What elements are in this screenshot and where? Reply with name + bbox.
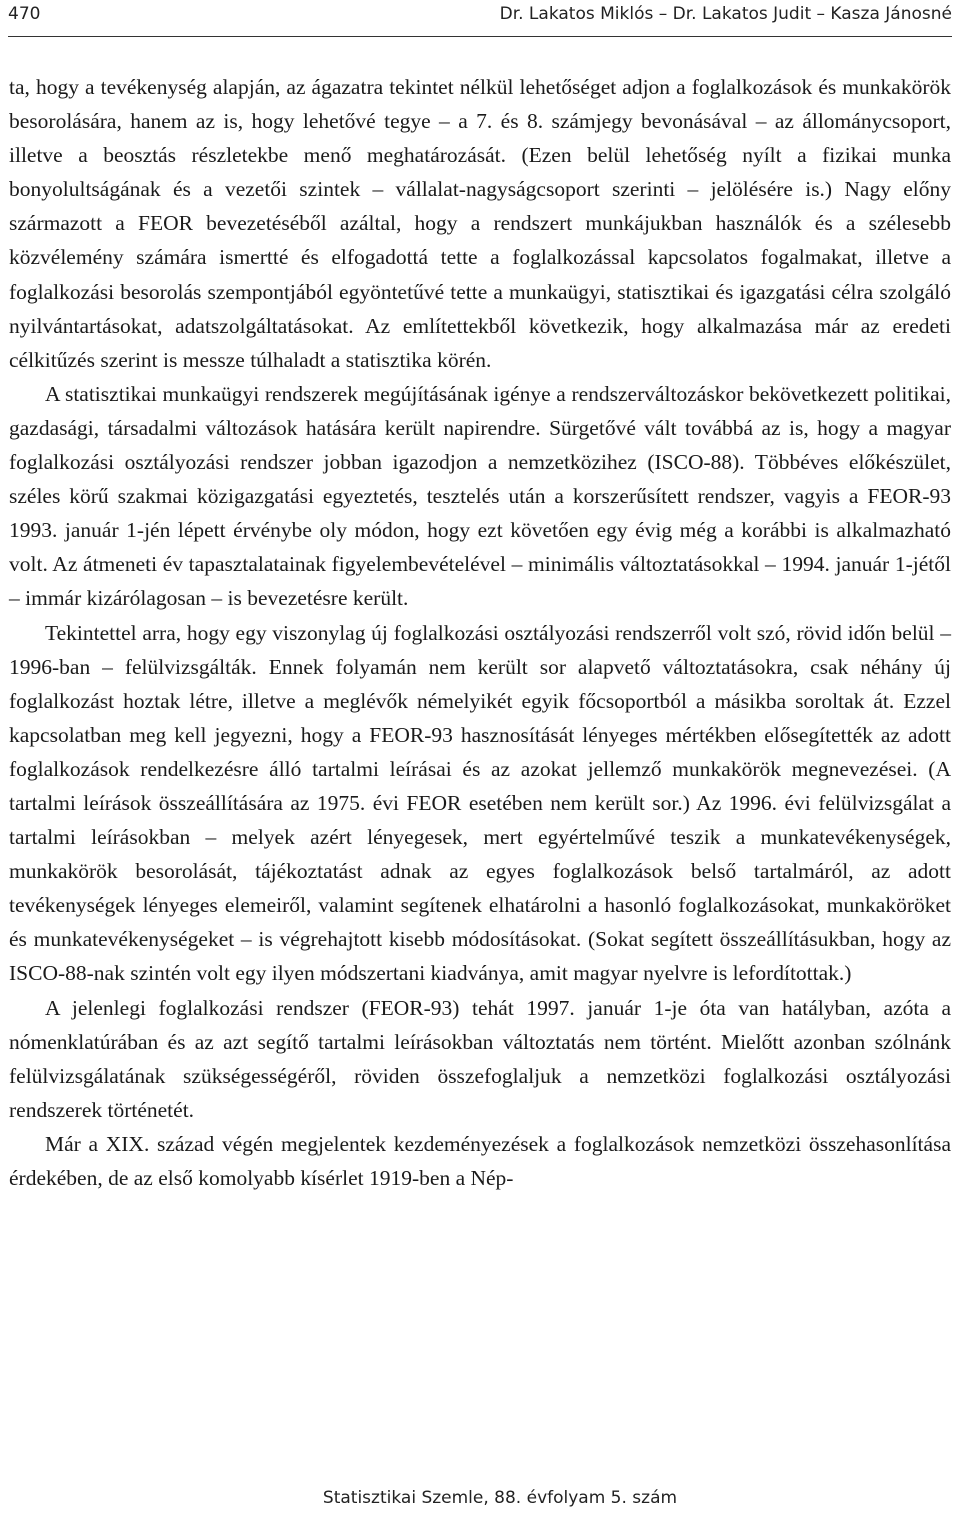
paragraph: ta, hogy a tevékenység alapján, az ágazatra tekintet nélkül lehetőséget adjon a foglalkozások és munkakörök besorolására, hanem az is, hogy lehetővé tegye – a 7. és 8. számjegy bevonásával – az állománycsoport, illetve a beosztás részletekbe menő meghatározását. (Ezen belül lehetőség nyílt a fizikai munka bonyolultságának és a vezetői szintek – vállalat-nagyságcsoport szerinti – jelölésére is.) Nagy előny származott a FEOR bevezetéséből azáltal, hogy a rendszert munkájukban használók és a szélesebb közvélemény számára ismertté és elfogadottá tette a foglalkozással kapcsolatos fogalmakat, illetve a foglalkozási besorolás szempontjából egyöntetűvé tette a munkaügyi, statisztikai és igazgatási célra szolgáló nyilvántartásokat, adatszolgáltatásokat. Az említettekből következik, hogy alkalmazása már az eredeti célkitűzés szerint is messze túlhaladt a statisztika körén. (9, 75, 951, 372)
page-number: 470 (8, 4, 41, 24)
page-footer (0, 1488, 960, 1508)
page-header (8, 0, 952, 37)
paragraph: A statisztikai munkaügyi rendszerek megújításának igénye a rendszerváltozáskor bekövetkezett politikai, gazdasági, társadalmi változások hatására került napirendre. Sürgetővé vált továbbá az is, hogy a magyar foglalkozási osztályozási rendszer jobban igazodjon a nemzetközihez (ISCO-88). Többéves előkészület, széles körű szakmai közigazgatási egyeztetés, tesztelés után a korszerűsített rendszer, vagyis a FEOR-93 1993. január 1-jén lépett érvénybe oly módon, hogy ezt követően egy évig még a korábbi is alkalmazható volt. Az átmeneti év tapasztalatainak figyelembevételével – minimális változtatásokkal – 1994. január 1-jétől – immár kizárólagosan – is bevezetésre került. (9, 381, 951, 611)
running-head-authors: Dr. Lakatos Miklós – Dr. Lakatos Judit – Kasza Jánosné (499, 4, 952, 24)
paragraph: Tekintettel arra, hogy egy viszonylag új foglalkozási osztályozási rendszerről volt szó, rövid időn belül – 1996-ban – felülvizsgálták. Ennek folyamán nem került sor alapvető változtatásokra, csak néhány új foglalkozást hoztak létre, illetve a meglévők némelyikét egyik főcsoportból a másikba soroltak át. Ezzel kapcsolatban meg kell jegyezni, hogy a FEOR-93 hasznosítását lényeges mértékben elősegítették az adott foglalkozások rendelkezésre álló tartalmi leírásai és az azokat jellemző munkakörök megnevezései. (A tartalmi leírások összeállítására az 1975. évi FEOR esetében nem került sor.) Az 1996. évi felülvizsgálat a tartalmi leírásokban – melyek azért lényegesek, mert egyértelművé teszik a munkatevékenységek, munkakörök besorolását, tájékoztatást adnak az egyes foglalkozások belső tartalmáról, az adott tevékenységek lényeges elemeiről, valamint segítenek elhatárolni a hasonló foglalkozásokat, munkaköröket és munkatevékenységeket – is végrehajtott kisebb módosításokat. (Sokat segített összeállításukban, hogy az ISCO-88-nak szintén volt egy ilyen módszertani kiadványa, amit magyar nyelvre is lefordítottak.) (9, 620, 951, 986)
journal-citation: Statisztikai Szemle, 88. évfolyam 5. szám (322, 1488, 678, 1508)
article-body (9, 70, 951, 1195)
paragraph: Már a XIX. század végén megjelentek kezdeményezések a foglalkozások nemzetközi összehasonlítása érdekében, de az első komolyabb kísérlet 1919-ben a Nép- (9, 1131, 951, 1190)
paragraph: A jelenlegi foglalkozási rendszer (FEOR-93) tehát 1997. január 1-je óta van hatályban, azóta a nómenklatúrában és az azt segítő tartalmi leírásokban változtatás nem történt. Mielőtt azonban szólnánk felülvizsgálatának szükségességéről, röviden összefoglaljuk a nemzetközi foglalkozási osztályozási rendszerek történetét. (9, 995, 951, 1122)
